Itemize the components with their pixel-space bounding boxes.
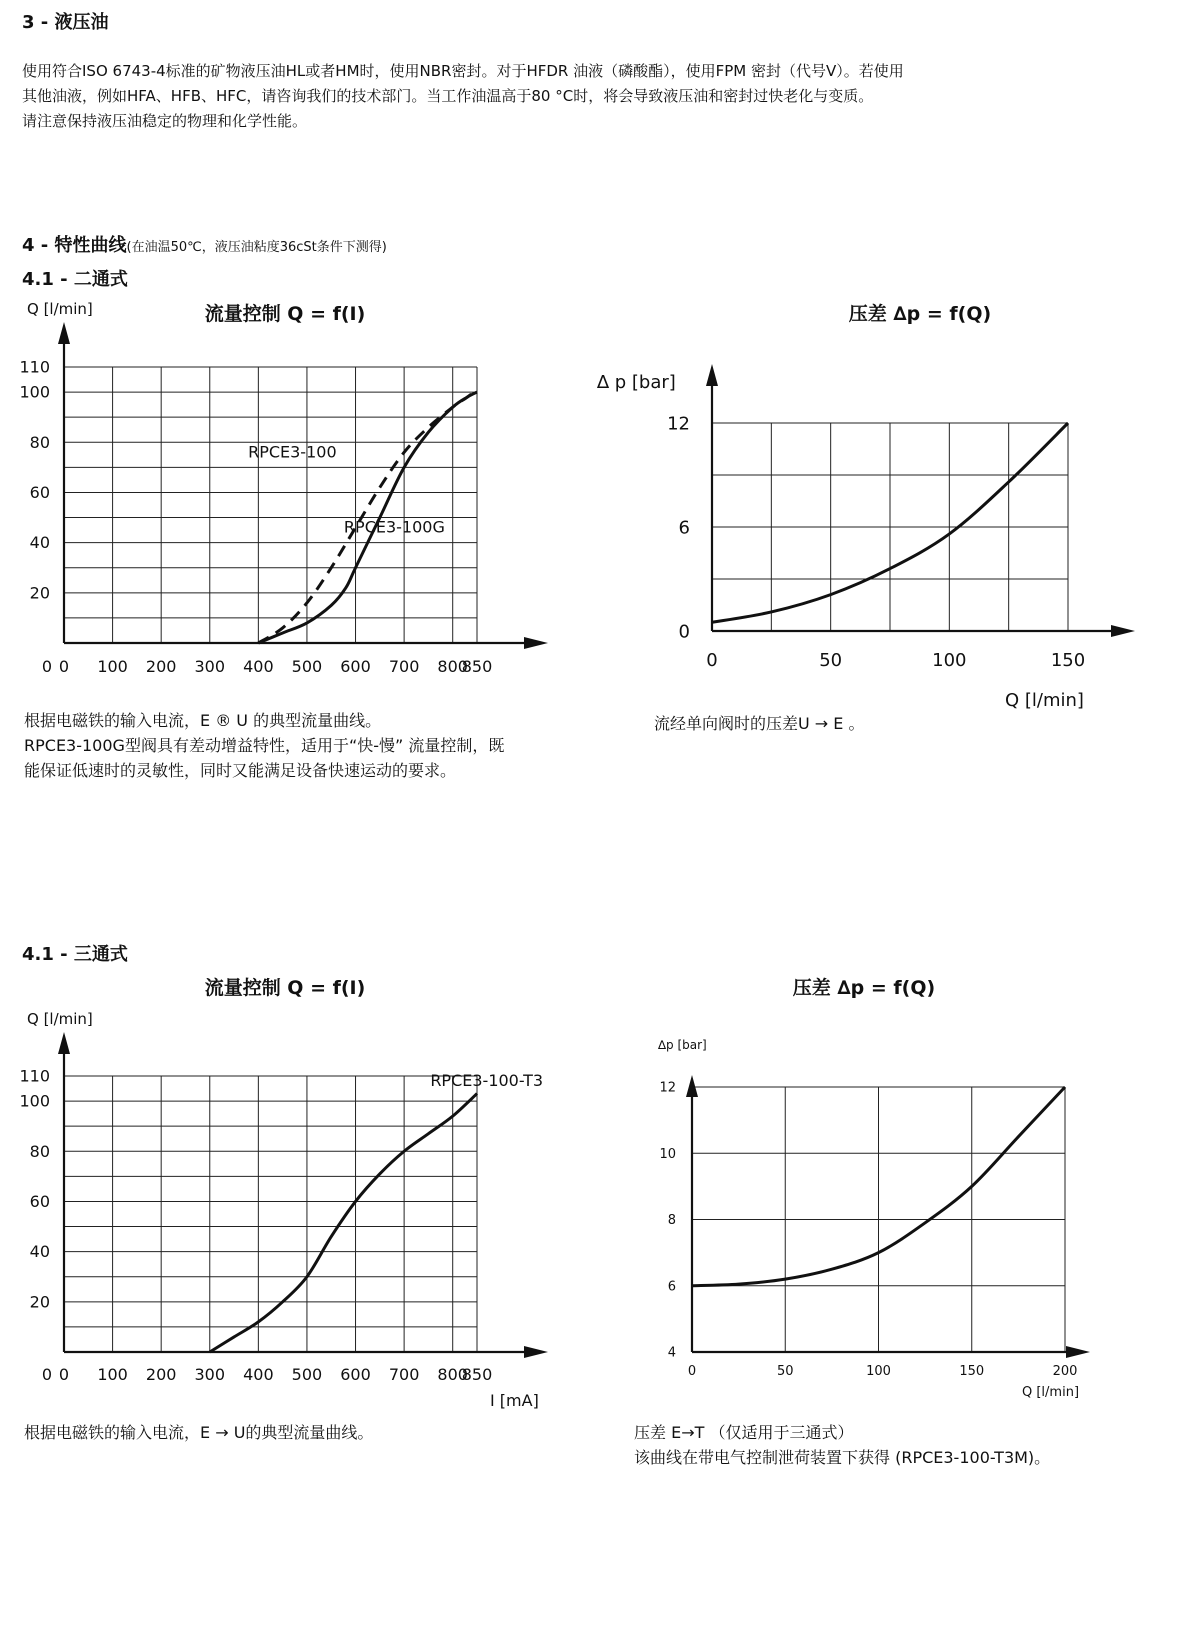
caption-line: 根据电磁铁的输入电流，E ® U 的典型流量曲线。	[24, 711, 382, 730]
y-tick-label: 100	[19, 382, 50, 402]
y-tick-label: 6	[667, 1279, 676, 1295]
x-tick-label: 300	[194, 1365, 226, 1384]
x-tick-label: 400	[243, 657, 274, 676]
chart-title: 流量控制 Q = f(I)	[204, 303, 366, 325]
x-tick-label: 100	[932, 650, 967, 671]
y-tick-label: 80	[29, 1141, 50, 1161]
y-tick-label: 100	[19, 1091, 50, 1111]
x-axis-label: Q [l/min]	[1022, 1385, 1080, 1400]
x-tick-label: 200	[145, 657, 177, 676]
chart-title: 压差 ∆p = f(Q)	[792, 977, 936, 999]
y-tick-label: 60	[29, 1192, 50, 1212]
y-tick-label: 12	[659, 1080, 676, 1096]
x-axis-arrow-icon	[524, 1346, 548, 1358]
x-tick-label: 100	[97, 1365, 128, 1384]
y-tick-label: 40	[29, 533, 50, 553]
caption-line: 压差 E→T （仅适用于三通式）	[634, 1423, 854, 1442]
x-tick-label: 850	[461, 1365, 493, 1384]
x-axis-label: Q [l/min]	[1005, 690, 1084, 711]
section3-line: 请注意保持液压油稳定的物理和化学性能。	[22, 112, 308, 130]
caption-line: 根据电磁铁的输入电流，E → U的典型流量曲线。	[24, 1423, 374, 1442]
y-tick-label: 12	[667, 413, 690, 435]
x-tick-label: 200	[1052, 1364, 1078, 1379]
y-tick-label: 8	[667, 1213, 676, 1229]
y-tick-label: 20	[29, 583, 50, 603]
x-tick-label: 500	[291, 657, 323, 676]
y-tick-label: 110	[19, 357, 50, 377]
y-tick-label: 110	[19, 1066, 50, 1086]
x-axis-arrow-icon	[1066, 1346, 1090, 1358]
x-tick-label: 0	[687, 1364, 697, 1379]
x-tick-label: 400	[243, 1365, 274, 1384]
caption-line: RPCE3-100G型阀具有差动增益特性，适用于“快-慢” 流量控制，既	[24, 736, 505, 755]
y-tick-label: 60	[29, 483, 50, 503]
y-axis-label: Q [l/min]	[27, 1010, 93, 1028]
x-tick-label: 300	[194, 657, 226, 676]
y-axis-arrow-icon	[58, 322, 70, 344]
y-axis-label: ∆ p [bar]	[597, 372, 676, 393]
y-axis-arrow-icon	[686, 1075, 698, 1097]
x-tick-label: 600	[340, 657, 371, 676]
x-axis-label: I [mA]	[490, 1391, 539, 1410]
series-line-rpce3-100-t3	[210, 1094, 477, 1352]
x-tick-label: 0	[58, 1365, 70, 1384]
y-axis-label: Q [l/min]	[27, 300, 93, 318]
section3-line: 使用符合ISO 6743-4标准的矿物液压油HL或者HM时，使用NBR密封。对于HFDR 油液（磷酸酯），使用FPM 密封（代号V）。若使用	[22, 62, 904, 80]
section3-heading: 3 - 液压油	[22, 12, 109, 33]
subsection-three-way-heading: 4.1 - 三通式	[22, 944, 128, 965]
y-axis-arrow-icon	[706, 364, 718, 386]
x-tick-label: 150	[959, 1364, 985, 1379]
y-axis-label: ∆p [bar]	[658, 1038, 707, 1052]
x-tick-label: 50	[819, 650, 843, 671]
x-tick-label: 600	[340, 1365, 371, 1384]
x-tick-label: 0	[58, 657, 70, 676]
y-tick-label: 10	[659, 1146, 676, 1162]
x-axis-arrow-icon	[1111, 625, 1135, 637]
series-annotation: RPCE3-100G	[343, 517, 445, 537]
y-tick-label: 20	[29, 1292, 50, 1312]
y-tick-label: 80	[29, 432, 50, 452]
x-origin-label: 0	[41, 657, 53, 676]
x-axis-arrow-icon	[524, 637, 548, 649]
x-tick-label: 150	[1050, 650, 1086, 671]
section4-note: (在油温50℃，液压油粘度36cSt条件下测得)	[126, 240, 387, 255]
section3-line: 其他油液，例如HFA、HFB、HFC，请咨询我们的技术部门。当工作油温高于80 °C时，将会导致液压油和密封过快老化与变质。	[22, 87, 874, 105]
x-tick-label: 50	[776, 1364, 794, 1379]
x-tick-label: 0	[706, 650, 718, 671]
x-tick-label: 700	[388, 1365, 420, 1384]
series-annotation: RPCE3-100-T3	[430, 1071, 544, 1091]
x-tick-label: 100	[866, 1364, 891, 1379]
section4-title: 4 - 特性曲线	[22, 235, 127, 256]
y-tick-label: 0	[678, 621, 690, 643]
series-annotation: RPCE3-100	[248, 442, 337, 462]
x-tick-label: 500	[291, 1365, 323, 1384]
x-tick-label: 800	[437, 657, 468, 676]
series-line-rpce3-100	[258, 390, 477, 643]
chart-title: 流量控制 Q = f(I)	[204, 977, 366, 999]
x-tick-label: 100	[97, 657, 128, 676]
caption-line: 流经单向阀时的压差U → E 。	[654, 714, 865, 733]
x-tick-label: 700	[388, 657, 420, 676]
chart-title: 压差 ∆p = f(Q)	[848, 303, 992, 325]
x-tick-label: 800	[437, 1365, 468, 1384]
y-tick-label: 6	[678, 517, 690, 539]
x-tick-label: 200	[145, 1365, 177, 1384]
y-tick-label: 40	[29, 1242, 50, 1262]
caption-line: 能保证低速时的灵敏性，同时又能满足设备快速运动的要求。	[24, 761, 457, 780]
subsection-two-way-heading: 4.1 - 二通式	[22, 269, 128, 290]
y-axis-arrow-icon	[58, 1032, 70, 1054]
x-origin-label: 0	[41, 1365, 53, 1384]
caption-line: 该曲线在带电气控制泄荷装置下获得 (RPCE3-100-T3M)。	[634, 1448, 1051, 1467]
x-tick-label: 850	[461, 657, 493, 676]
y-tick-label: 4	[667, 1345, 676, 1361]
